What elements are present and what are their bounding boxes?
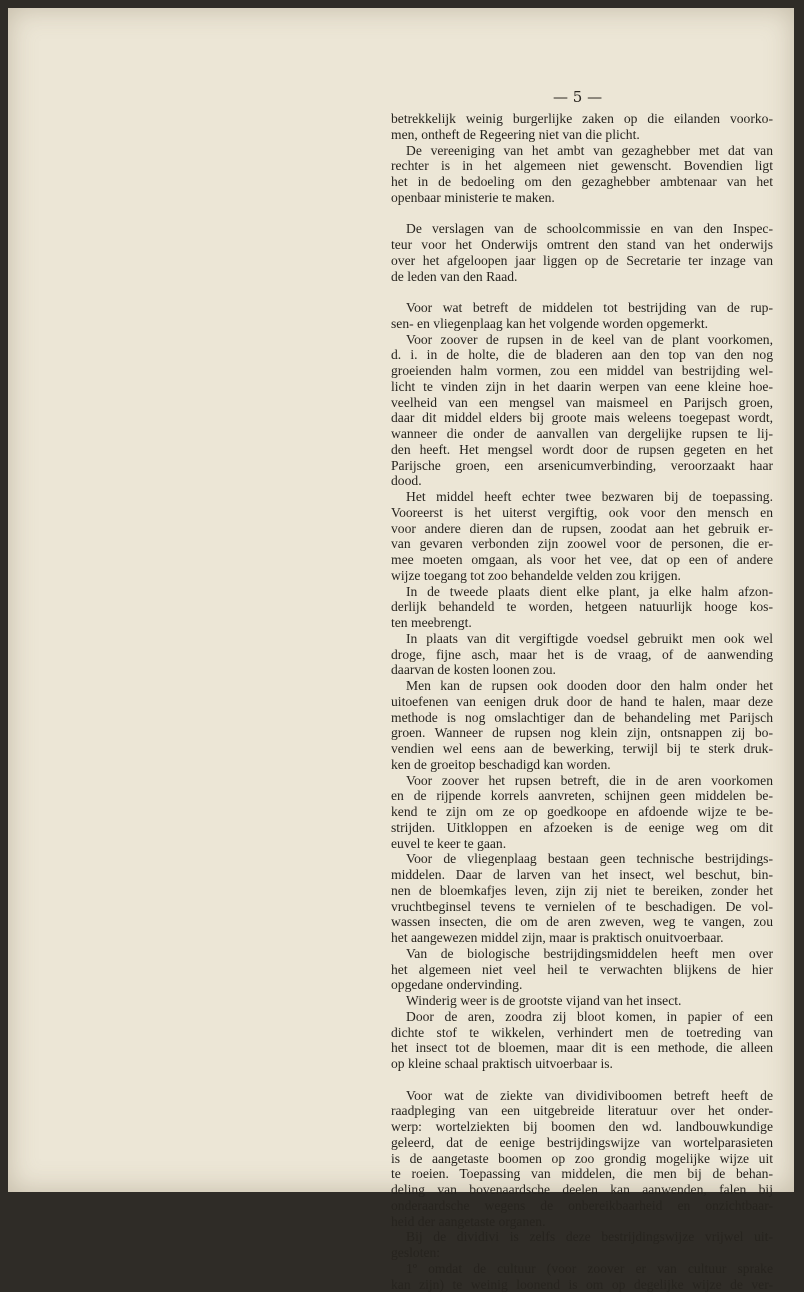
text-line: daarvan de kosten loonen zou. (391, 662, 773, 678)
paragraph (391, 851, 773, 946)
text-line: Voor zoover de rupsen in de keel van de plant voorkomen, (391, 332, 773, 348)
text-line: Winderig weer is de grootste vijand van het insect. (391, 993, 773, 1009)
paragraph (391, 946, 773, 993)
text-line: middelen. Daar de larven van het insect, wel beschut, bin- (391, 867, 773, 883)
text-line: te roeien. Toepassing van middelen, die men bij de behan- (391, 1166, 773, 1182)
text-line: De vereeniging van het ambt van gezaghebber met dat van (391, 143, 773, 159)
text-line: ken de groeitop beschadigd kan worden. (391, 757, 773, 773)
text-line: betrekkelijk weinig burgerlijke zaken op die eilanden voorko- (391, 111, 773, 127)
text-line: euvel te keer te gaan. (391, 836, 773, 852)
text-line: gesloten: (391, 1245, 773, 1261)
text-line: De verslagen van de schoolcommissie en van den Inspec- (391, 221, 773, 237)
paragraph (391, 993, 773, 1009)
text-line: wanneer die onder de aanvallen van dergelijke rupsen te lij- (391, 426, 773, 442)
text-line: rechter is in het algemeen niet gewenscht. Bovendien ligt (391, 158, 773, 174)
paragraph (391, 1261, 773, 1292)
text-line: heid der aangetaste organen. (391, 1214, 773, 1230)
text-line: raadpleging van een uitgebreide literatuur over het onder- (391, 1103, 773, 1119)
text-line: mee moeten omgaan, als voor het vee, dat op een of andere (391, 552, 773, 568)
text-line: Door de aren, zoodra zij bloot komen, in papier of een (391, 1009, 773, 1025)
text-line: van gevaren verbonden zijn zoowel voor de personen, die er- (391, 536, 773, 552)
text-line: vendien wel eens aan de bewerking, terwijl bij te sterk druk- (391, 741, 773, 757)
text-line: 1º omdat de cultuur (voor zoover er van cultuur sprake (391, 1261, 773, 1277)
paragraph (391, 111, 773, 143)
text-line: geleerd, dat de eenige bestrijdingswijze van wortelparasieten (391, 1135, 773, 1151)
document-page (8, 8, 794, 1192)
text-line: onderaardsche wegens de onbereikbaarheid en onzichtbaar- (391, 1198, 773, 1214)
text-line: de leden van den Raad. (391, 269, 773, 285)
text-line: werp: wortelziekten bij boomen den wd. landbouwkundige (391, 1119, 773, 1135)
text-line: Parijsche groen, een arsenicumverbinding, veroorzaakt haar (391, 458, 773, 474)
text-line: d. i. in de holte, die de bladeren aan den top van den nog (391, 347, 773, 363)
paragraph (391, 584, 773, 631)
text-line: ten meebrengt. (391, 615, 773, 631)
text-line: teur voor het Onderwijs omtrent den stand van het onderwijs (391, 237, 773, 253)
text-line: methode is nog omslachtiger dan de behandeling met Parijsch (391, 710, 773, 726)
text-line: uitoefenen van eenigen druk door de hand te halen, maar deze (391, 694, 773, 710)
paragraph (391, 1229, 773, 1261)
text-line: over het afgeloopen jaar liggen op de Secretarie ter inzage van (391, 253, 773, 269)
text-line: men, ontheft de Regeering niet van die plicht. (391, 127, 773, 143)
paragraph-spacer (391, 1072, 773, 1088)
text-line: Bij de dividivi is zelfs deze bestrijdingswijze vrijwel uit- (391, 1229, 773, 1245)
paragraph (391, 300, 773, 332)
text-line: groeienden halm vormen, zou een middel van bestrijding wel- (391, 363, 773, 379)
paragraph (391, 221, 773, 284)
paragraph (391, 631, 773, 678)
text-line: Voor de vliegenplaag bestaan geen technische bestrijdings- (391, 851, 773, 867)
text-line: sen- en vliegenplaag kan het volgende worden opgemerkt. (391, 316, 773, 332)
text-line: Voor wat betreft de middelen tot bestrijding van de rup- (391, 300, 773, 316)
text-line: den heeft. Het mengsel wordt door de rupsen gegeten en het (391, 442, 773, 458)
text-line: vruchtbeginsel tevens te vernielen of te beschadigen. De vol- (391, 899, 773, 915)
text-line: voor andere dieren dan de rupsen, zoodat aan het gebruik er- (391, 521, 773, 537)
text-line: het algemeen niet veel heil te verwachten blijkens de hier (391, 962, 773, 978)
text-line: op kleine schaal praktisch uitvoerbaar is. (391, 1056, 773, 1072)
text-line: dichte stof te wikkelen, verhindert men de toetreding van (391, 1025, 773, 1041)
paragraph (391, 773, 773, 852)
paragraph (391, 332, 773, 490)
text-line: wassen insecten, die om de aren zweven, weg te vangen, zou (391, 914, 773, 930)
text-line: In plaats van dit vergiftigde voedsel gebruikt men ook wel (391, 631, 773, 647)
paragraph (391, 1088, 773, 1230)
text-line: Voor zoover het rupsen betreft, die in de aren voorkomen (391, 773, 773, 789)
text-line: het aangewezen middel zijn, maar is praktisch onuitvoerbaar. (391, 930, 773, 946)
paragraph-spacer (391, 206, 773, 222)
text-line: Men kan de rupsen ook dooden door den halm onder het (391, 678, 773, 694)
text-line: strijden. Uitkloppen en afzoeken is de eenige weg om dit (391, 820, 773, 836)
text-line: Het middel heeft echter twee bezwaren bij de toepassing. (391, 489, 773, 505)
text-line: Vooreerst is het uiterst vergiftig, ook voor den mensch en (391, 505, 773, 521)
text-line: het insect tot de bloemen, maar dit is een methode, die alleen (391, 1040, 773, 1056)
text-line: In de tweede plaats dient elke plant, ja elke halm afzon- (391, 584, 773, 600)
text-line: Van de biologische bestrijdingsmiddelen heeft men over (391, 946, 773, 962)
text-line: kend te zijn om ze op goedkoope en afdoende wijze te be- (391, 804, 773, 820)
text-line: derlijk behandeld te worden, hetgeen natuurlijk hooge kos- (391, 599, 773, 615)
text-line: nen de bloemkafjes leven, zijn zij niet te bereiken, zonder het (391, 883, 773, 899)
paragraph (391, 143, 773, 206)
text-line: wijze toegang tot zoo behandelde velden zou krijgen. (391, 568, 773, 584)
paragraph (391, 678, 773, 773)
text-line: groen. Wanneer de rupsen nog klein zijn, ontsnappen zij bo- (391, 725, 773, 741)
paragraph (391, 1009, 773, 1072)
text-line: Voor wat de ziekte van dividiviboomen betreft heeft de (391, 1088, 773, 1104)
paragraph-spacer (391, 284, 773, 300)
text-line: veelheid van een mengsel van maismeel en Parijsch groen, (391, 395, 773, 411)
text-line: het in de bedoeling om den gezaghebber ambtenaar van het (391, 174, 773, 190)
paragraph (391, 489, 773, 584)
text-line: licht te vinden zijn in het daarin werpen van eene kleine hoe- (391, 379, 773, 395)
page-number: — 5 — (553, 88, 633, 106)
text-line: daar dit middel elders bij groote mais weleens toegepast wordt, (391, 410, 773, 426)
text-line: openbaar ministerie te maken. (391, 190, 773, 206)
text-line: is de aangetaste boomen op zoo grondig mogelijke wijze uit (391, 1151, 773, 1167)
text-line: en de rijpende korrels aanvreten, schijnen geen middelen be- (391, 788, 773, 804)
text-line: droge, fijne asch, maar het is de vraag, of de aanwending (391, 647, 773, 663)
text-line: deling van bovenaardsche deelen kan aanwenden, falen bij (391, 1182, 773, 1198)
text-line: dood. (391, 473, 773, 489)
text-line: kan zijn) te weinig loonend is om op degelijke wijze de ver- (391, 1277, 773, 1292)
body-text (391, 111, 773, 1292)
text-line: opgedane ondervinding. (391, 977, 773, 993)
